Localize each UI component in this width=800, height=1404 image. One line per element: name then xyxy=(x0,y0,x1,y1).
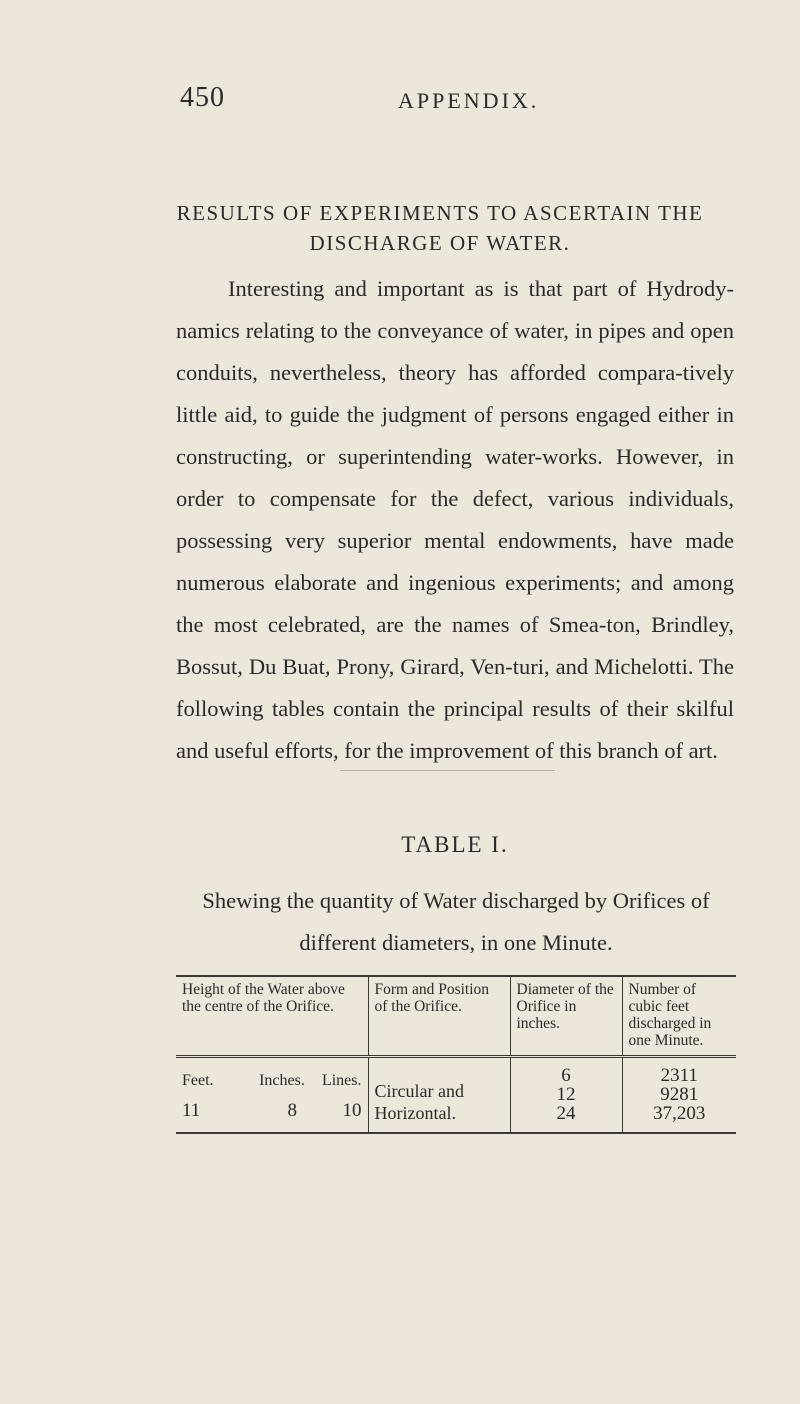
discharge-table xyxy=(176,975,736,1134)
unit-inches: Inches. xyxy=(259,1072,305,1089)
intro-paragraph: Interesting and important as is that part of Hydrody-namics relating to the conveyance of water, in pipes and open conduits, nevertheless, theory has afforded compara-tively little aid, to guide the judgment of persons engaged either in constructing, or superintending water-works. However, in order to compensate for the defect, various individuals, possessing very superior mental endowments, have made numerous elaborate and ingenious experiments; and among the most celebrated, are the names of Smea-ton, Brindley, Bossut, Du Buat, Prony, Girard, Ven-turi, and Michelotti. The following tables contain the principal results of their skilful and useful efforts, for the improvement of this branch of art. xyxy=(176,276,734,763)
section-title xyxy=(150,198,730,258)
units-row xyxy=(182,1066,362,1092)
height-cell xyxy=(176,1057,368,1134)
discharge-value: 9281 xyxy=(660,1084,699,1105)
discharge-value: 37,203 xyxy=(653,1103,706,1124)
section-title-line-1: RESULTS OF EXPERIMENTS TO ASCERTAIN THE xyxy=(176,201,704,225)
table-row xyxy=(176,1057,736,1134)
height-inches-value: 8 xyxy=(287,1100,297,1121)
discharge-value: 2311 xyxy=(660,1065,698,1086)
unit-feet: Feet. xyxy=(182,1072,214,1089)
height-values-row xyxy=(182,1092,362,1122)
diameter-value: 12 xyxy=(556,1084,576,1105)
height-lines-value: 10 xyxy=(342,1100,362,1121)
header-diameter: Diameter of the Orifice in inches. xyxy=(510,976,622,1057)
table-caption: Shewing the quantity of Water discharged by Orifices of different diameters, in one Minute. xyxy=(202,888,710,955)
table-header-row xyxy=(176,976,736,1057)
form-cell xyxy=(368,1057,510,1134)
discharge-cell xyxy=(622,1057,736,1134)
running-title: APPENDIX. xyxy=(398,88,540,113)
section-title-line-2: DISCHARGE OF WATER. xyxy=(309,231,571,255)
form-value: Circular and Horizontal. xyxy=(374,1081,464,1123)
diameter-value: 6 xyxy=(561,1065,571,1086)
header-height: Height of the Water above the centre of the Orifice. xyxy=(176,976,368,1057)
running-head xyxy=(180,82,740,122)
section-divider xyxy=(340,770,555,771)
header-number: Number of cubic feet discharged in one Minute. xyxy=(622,976,736,1057)
diameter-cell xyxy=(510,1057,622,1134)
discharge-stack xyxy=(629,1066,731,1123)
diameter-stack xyxy=(517,1066,616,1123)
diameter-value: 24 xyxy=(556,1103,576,1124)
table-label: TABLE I. xyxy=(401,832,509,857)
unit-lines: Lines. xyxy=(321,1072,362,1089)
page-number: 450 xyxy=(180,82,225,113)
header-form: Form and Position of the Orifice. xyxy=(368,976,510,1057)
height-feet-value: 11 xyxy=(182,1100,201,1121)
